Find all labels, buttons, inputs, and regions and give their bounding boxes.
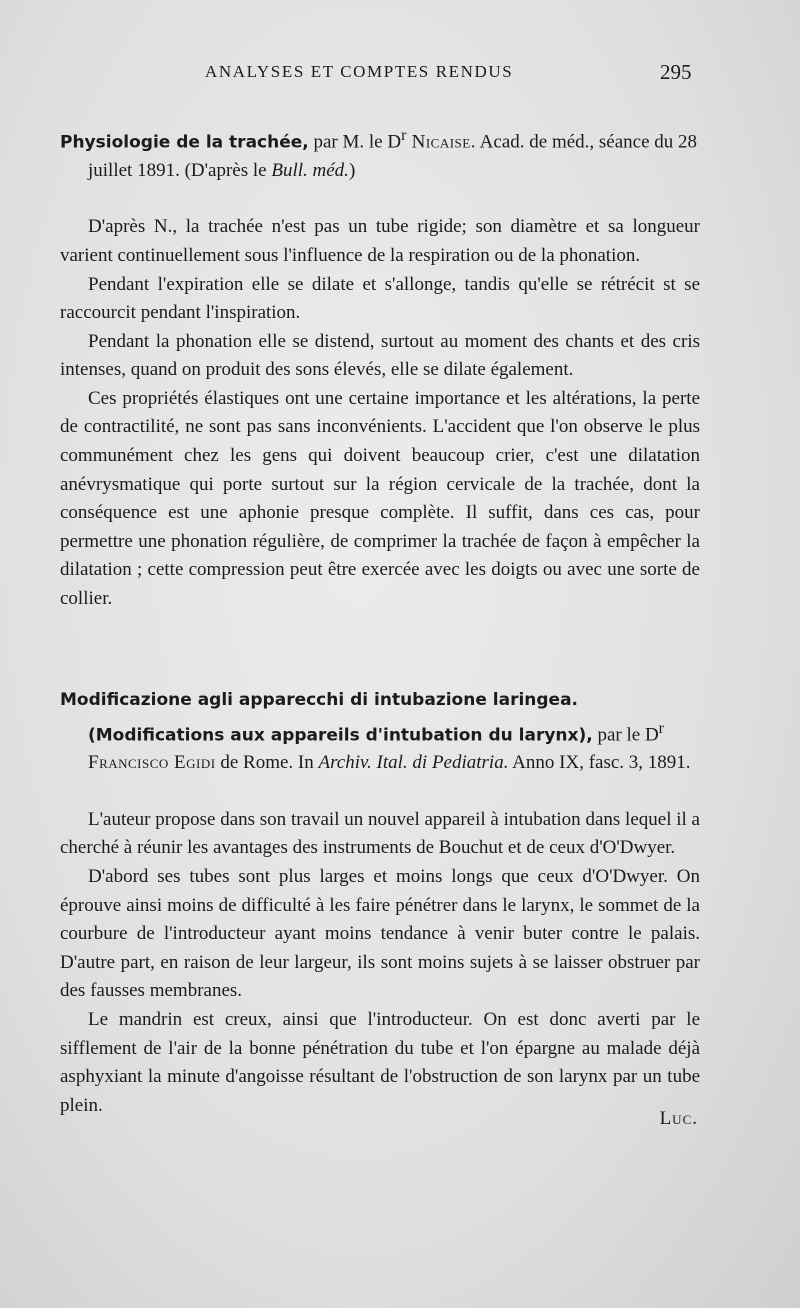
article-title-sup: r (658, 719, 664, 737)
article-title (60, 122, 700, 185)
reviewer-signature: Luc. (659, 1108, 698, 1130)
article-trachea-physiology (60, 122, 700, 614)
page-number: 295 (660, 60, 692, 84)
article-title-text: par M. le D (308, 131, 402, 153)
article-title-bold: Modificazione agli apparecchi di intubazione laringea. (Modifications aux appareils d'intubation du larynx), (60, 690, 593, 745)
running-title: ANALYSES ET COMPTES RENDUS (205, 62, 514, 81)
article-title-text: Anno IX, fasc. 3, 1891. (508, 752, 691, 774)
article-title-text: ) (348, 159, 356, 181)
paragraph: Pendant la phonation elle se distend, surtout au moment des chants et des cris intenses, quand on produit des sons élevés, elle se dilate également. (60, 330, 700, 381)
article-title-bold: Physiologie de la trachée, (60, 132, 309, 153)
paragraph: D'après N., la trachée n'est pas un tube rigide; son diamètre et sa longueur varient continuellement sous l'influence de la respiration ou de la phonation. (60, 216, 700, 266)
article-title (60, 686, 700, 778)
page-header (0, 58, 800, 88)
paragraph: L'auteur propose dans son travail un nouvel appareil à intubation dans lequel il a cherché à réunir les avantages des instruments de Bouchut et de ceux d'O'Dwyer. (60, 808, 700, 859)
article-title-text: par le D (592, 723, 659, 745)
paragraph: D'abord ses tubes sont plus larges et moins longs que ceux d'O'Dwyer. On éprouve ainsi moins de difficulté à les faire pénétrer dans le larynx, le sommet de la courbure de l'introducteur ayant moins tendance à venir buter contre le palais. D'autre part, en raison de leur largeur, ils sont moins sujets à se laisser obstruer par des fausses membranes. (60, 866, 700, 1002)
article-title-text: Acad. de méd., séance du 28 juillet 1891. (D'après le (88, 131, 698, 181)
paragraph: Pendant l'expiration elle se dilate et s'allonge, tandis qu'elle se rétrécit st se raccourcit pendant l'inspiration. (60, 273, 700, 324)
article-title-sup: r (401, 127, 407, 144)
article-body (60, 213, 700, 613)
paragraph: Ces propriétés élastiques ont une certaine importance et les altérations, la perte de contractilité, ne sont pas sans inconvénients. L'accident que l'on observe le plus communément chez les gens qui doivent beaucoup crier, c'est une dilatation anévrysmatique qui porte surtout sur la région cervicale de la trachée, dont la conséquence est une aphonie presque complète. Il suffit, dans ces cas, pour permettre une phonation régulière, de comprimer la trachée de façon à empêcher la dilatation ; cette compression peut être exercée avec les doigts ou avec une sorte de collier. (60, 387, 700, 610)
article-title-text: de Rome. In (215, 752, 319, 774)
article-author: Francisco Egidi (88, 752, 216, 774)
article-journal: Archiv. Ital. di Pediatria. (318, 752, 509, 774)
paragraph: Le mandrin est creux, ainsi que l'introducteur. On est donc averti par le sifflement de l'air de la bonne pénétration du tube et l'on épargne au malade déjà asphyxiant la minute d'angoisse résultant de l'obstruction de son larynx par un tube plein. (60, 1008, 700, 1116)
article-journal: Bull. méd. (271, 159, 349, 181)
article-body (60, 806, 700, 1121)
article-author: Nicaise. (406, 131, 476, 153)
article-intubation (60, 686, 700, 1130)
